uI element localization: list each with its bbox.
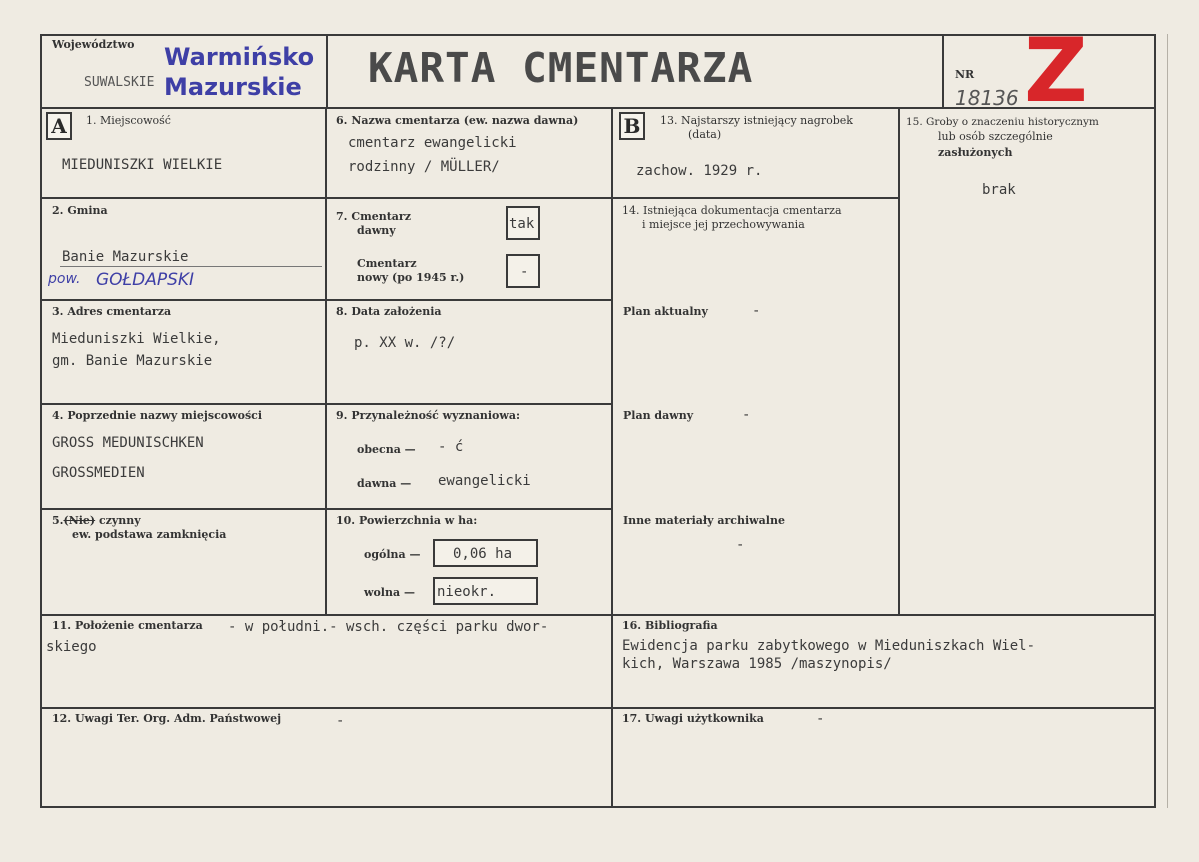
f11-label: 11. Położenie cmentarza — [52, 619, 203, 632]
f15-value: brak — [982, 182, 1016, 198]
f15-label-line3: zasłużonych — [938, 146, 1013, 159]
f14-label-line2: i miejsce jej przechowywania — [642, 218, 805, 231]
f1-value: MIEDUNISZKI WIELKIE — [62, 157, 223, 173]
row-divider-1 — [40, 197, 900, 199]
f17-label: 17. Uwagi użytkownika — [622, 712, 764, 725]
f5-sub: ew. podstawa zamknięcia — [72, 528, 227, 541]
right-edge-line — [1167, 34, 1168, 808]
row-divider-5 — [40, 614, 1156, 616]
f10-ogolna-box — [433, 539, 538, 567]
f10-ogolna-value: 0,06 ha — [453, 546, 513, 562]
f4-label: 4. Poprzednie nazwy miejscowości — [52, 409, 263, 422]
nr-label: NR — [955, 68, 975, 81]
f7-label-new2: nowy (po 1945 r.) — [357, 271, 465, 284]
row-divider-3 — [40, 403, 612, 405]
f5-label — [52, 514, 141, 527]
card-title: KARTA CMENTARZA — [368, 44, 754, 92]
f8-value: p. XX w. /?/ — [354, 335, 456, 351]
f7-new-value: - — [520, 264, 529, 280]
f10-wolna-label: wolna — — [364, 586, 415, 599]
f7-new-box — [506, 254, 540, 288]
f10-wolna-box — [433, 577, 538, 605]
f14-label-line1: 14. Istniejąca dokumentacja cmentarza — [622, 204, 842, 217]
f14-inne-value: - — [736, 537, 745, 553]
f2-value: Banie Mazurskie — [62, 249, 189, 265]
stamp-line-2: Mazurskie — [164, 73, 302, 101]
f15-label-line2: lub osób szczególnie — [938, 130, 1053, 143]
f8-label: 8. Data założenia — [336, 305, 442, 318]
f17-value: - — [816, 711, 825, 727]
f6-label: 6. Nazwa cmentarza (ew. nazwa dawna) — [336, 114, 579, 127]
f14-plan-aktualny-value: - — [752, 303, 761, 319]
col-divider-1 — [325, 108, 327, 615]
f6-value-line1: cmentarz ewangelicki — [348, 135, 517, 151]
f9-obecna-label: obecna — — [357, 443, 416, 456]
f2-underline — [60, 266, 322, 267]
f5-rest: czynny — [95, 514, 141, 527]
wojewodztwo-typed: SUWALSKIE — [84, 75, 155, 90]
row-divider-4 — [40, 508, 612, 510]
f3-value-line1: Mieduniszki Wielkie, — [52, 331, 221, 347]
f7-old-value: tak — [509, 216, 535, 232]
f4-value-line1: GROSS MEDUNISCHKEN — [52, 435, 204, 451]
f13-value: zachow. 1929 r. — [636, 163, 763, 179]
f7-old-box — [506, 206, 540, 240]
f13-label-line2: (data) — [688, 128, 722, 141]
row-divider-2 — [40, 299, 612, 301]
f16-label: 16. Bibliografia — [622, 619, 718, 632]
category-letter: Z — [1024, 19, 1088, 122]
f12-value: - — [336, 713, 345, 729]
f5-strike: (Nie) — [63, 514, 96, 527]
f7-label-new1: Cmentarz — [357, 257, 417, 270]
f14-plan-aktualny-label: Plan aktualny — [623, 305, 708, 318]
f6-value-line2: rodzinny / MÜLLER/ — [348, 159, 500, 175]
f5-prefix: 5. — [52, 514, 64, 527]
f14-plan-dawny-value: - — [742, 407, 751, 423]
f9-obecna-value: - ć — [438, 439, 464, 455]
f9-dawna-label: dawna — — [357, 477, 412, 490]
f12-label: 12. Uwagi Ter. Org. Adm. Państwowej — [52, 712, 282, 725]
f14-inne-label: Inne materiały archiwalne — [623, 514, 785, 527]
col-divider-2 — [611, 108, 613, 808]
row-divider-6 — [40, 707, 1156, 709]
f1-label: 1. Miejscowość — [86, 114, 171, 127]
f4-value-line2: GROSSMEDIEN — [52, 465, 145, 481]
f10-label: 10. Powierzchnia w ha: — [336, 514, 478, 527]
nr-handwritten: 18136 — [955, 86, 1019, 110]
f2-pow-value: GOŁDAPSKI — [96, 270, 195, 290]
f3-value-line2: gm. Banie Mazurskie — [52, 353, 213, 369]
f11-value-line2: skiego — [46, 639, 97, 655]
f15-label-line1: 15. Groby o znaczeniu historycznym — [906, 116, 1099, 128]
section-b-letter: B — [619, 112, 645, 140]
f7-label-old1: 7. Cmentarz — [336, 210, 411, 223]
f9-label: 9. Przynależność wyznaniowa: — [336, 409, 521, 422]
section-a-letter: A — [46, 112, 72, 140]
f2-label: 2. Gmina — [52, 204, 108, 217]
f14-plan-dawny-label: Plan dawny — [623, 409, 694, 422]
f16-value-line2: kich, Warszawa 1985 /maszynopis/ — [622, 656, 892, 672]
f10-wolna-value: nieokr. — [437, 584, 497, 600]
header-right-divider — [942, 34, 944, 108]
wojewodztwo-label: Województwo — [52, 38, 135, 51]
f11-value-line1: - w południ.- wsch. części parku dwor- — [228, 619, 549, 635]
f2-pow-prefix: pow. — [48, 271, 81, 287]
f16-value-line1: Ewidencja parku zabytkowego w Mieduniszkach Wiel- — [622, 638, 1036, 654]
f3-label: 3. Adres cmentarza — [52, 305, 172, 318]
f9-dawna-value: ewangelicki — [438, 473, 531, 489]
stamp-line-1: Warmińsko — [164, 43, 315, 71]
col-divider-3 — [898, 108, 900, 615]
header-left-divider — [326, 34, 328, 108]
f10-ogolna-label: ogólna — — [364, 548, 421, 561]
f7-label-old2: dawny — [357, 224, 396, 237]
f13-label-line1: 13. Najstarszy istniejący nagrobek — [660, 114, 853, 127]
